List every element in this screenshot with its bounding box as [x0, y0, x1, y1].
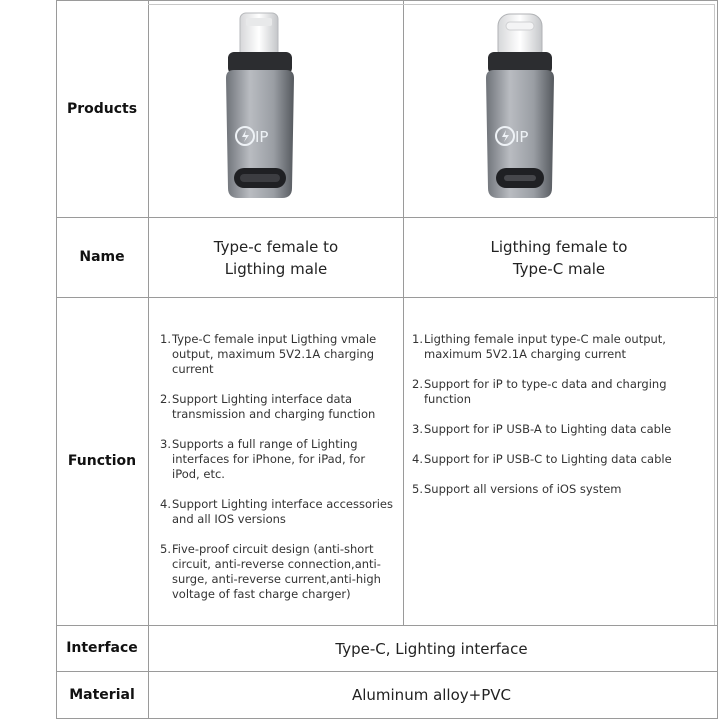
adapter-logo-text: IP	[515, 128, 529, 146]
item-text: Support Lighting interface data transmission and charging function	[172, 392, 376, 421]
item-text: Support for iP USB-C to Lighting data cable	[424, 452, 672, 466]
item-text: Support all versions of iOS system	[424, 482, 622, 496]
row-label-name: Name	[79, 249, 125, 265]
left-function-list	[160, 332, 396, 617]
item-number: 2.	[160, 392, 171, 406]
material-value: Aluminum alloy+PVC	[351, 686, 512, 704]
item-number: 1.	[160, 332, 171, 346]
list-item	[160, 332, 396, 377]
list-item	[412, 332, 708, 362]
list-item	[412, 422, 708, 437]
item-text: Support Lighting interface accessories and all IOS versions	[172, 497, 393, 526]
item-text: Type-C female input Ligthing vmale output, maximum 5V2.1A charging current	[172, 332, 377, 376]
row-divider	[56, 297, 718, 298]
right-product-name: Ligthing female to Type-C male	[490, 237, 628, 278]
right-function-list	[412, 332, 708, 512]
interface-value: Type-C, Lighting interface	[335, 639, 528, 658]
list-item	[412, 482, 708, 497]
item-number: 3.	[412, 422, 423, 436]
inner-frame	[148, 4, 714, 5]
item-number: 5.	[160, 542, 171, 556]
left-product-name: Type-c female to Ligthing male	[213, 237, 339, 278]
row-label-interface: Interface	[66, 640, 138, 656]
item-text: Ligthing female input type-C male output, maximum 5V2.1A charging current	[424, 332, 666, 361]
row-label-material: Material	[69, 687, 135, 703]
adapter-logo-text: IP	[255, 128, 269, 146]
adapter-lightning-male-image	[200, 12, 320, 212]
column-divider	[148, 0, 149, 719]
list-item	[160, 392, 396, 422]
item-text: Support for iP to type-c data and charging function	[424, 377, 667, 406]
item-number: 5.	[412, 482, 423, 496]
inner-frame	[714, 4, 715, 625]
list-item	[160, 542, 396, 602]
column-divider	[403, 0, 404, 625]
item-number: 4.	[412, 452, 423, 466]
item-text: Supports a full range of Lighting interfaces for iPhone, for iPad, for iPod, etc.	[172, 437, 366, 481]
item-number: 2.	[412, 377, 423, 391]
list-item	[160, 497, 396, 527]
item-number: 4.	[160, 497, 171, 511]
item-text: Support for iP USB-A to Lighting data cable	[424, 422, 672, 436]
item-number: 1.	[412, 332, 423, 346]
list-item	[412, 377, 708, 407]
row-label-products: Products	[66, 100, 138, 117]
list-item	[160, 437, 396, 482]
item-number: 3.	[160, 437, 171, 451]
row-label-function: Function	[67, 453, 137, 469]
list-item	[412, 452, 708, 467]
adapter-type-c-male-image	[460, 12, 580, 212]
item-text: Five-proof circuit design (anti-short circuit, anti-reverse connection,anti-surge, anti-reverse current,anti-high voltage of fast charge charger)	[172, 542, 381, 601]
